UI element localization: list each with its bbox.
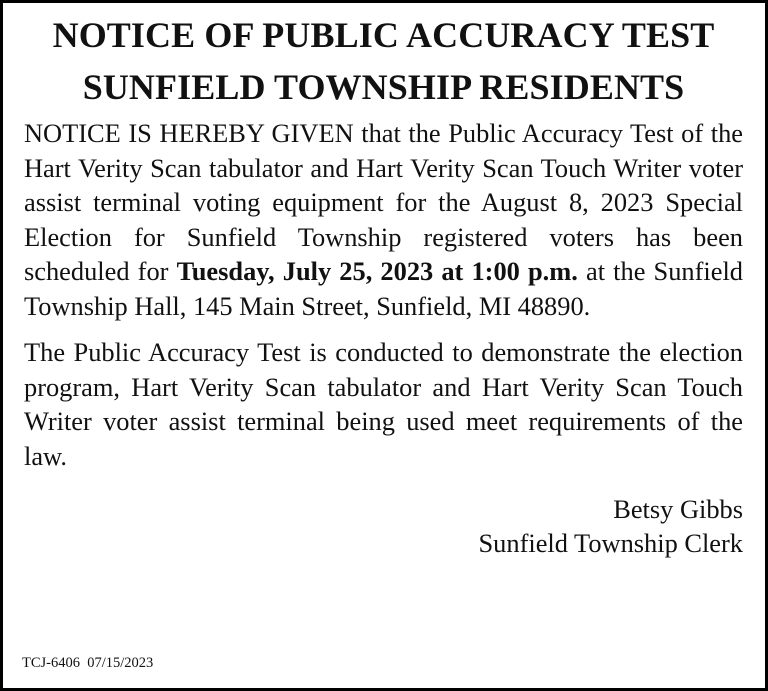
reference-date: 07/15/2023 xyxy=(87,655,154,671)
notice-paragraph-2: The Public Accuracy Test is conducted to demonstrate the election program, Hart Verity Scan tabulator and Hart Verity Scan Touch Writer voter assist terminal being used meet requirements of the law. xyxy=(24,337,743,471)
notice-paragraph-1 xyxy=(24,116,743,323)
signer-name: Betsy Gibbs xyxy=(613,494,743,524)
notice-title-line-2: SUNFIELD TOWNSHIP RESIDENTS xyxy=(82,67,685,107)
publication-reference xyxy=(22,655,153,671)
signer-title: Sunfield Township Clerk xyxy=(478,528,743,558)
paragraph-1-text-before: NOTICE IS HEREBY GIVEN that the Public Accuracy Test of the Hart Verity Scan tabulator and Hart Verity Scan Touch Writer voter assist terminal voting equipment for the August 8, 2023 Special Election for Sunfield Township registered voters has been scheduled for xyxy=(24,118,743,286)
reference-code: TCJ-6406 xyxy=(22,655,80,671)
meeting-date-time: Tuesday, July 25, 2023 at 1:00 p.m. xyxy=(176,256,578,286)
signature-block xyxy=(24,492,743,560)
notice-title-line-1: NOTICE OF PUBLIC ACCURACY TEST xyxy=(52,15,715,55)
paragraph-1-text-after: at the Sunfield Township Hall, 145 Main Street, Sunfield, MI 48890. xyxy=(24,256,743,321)
